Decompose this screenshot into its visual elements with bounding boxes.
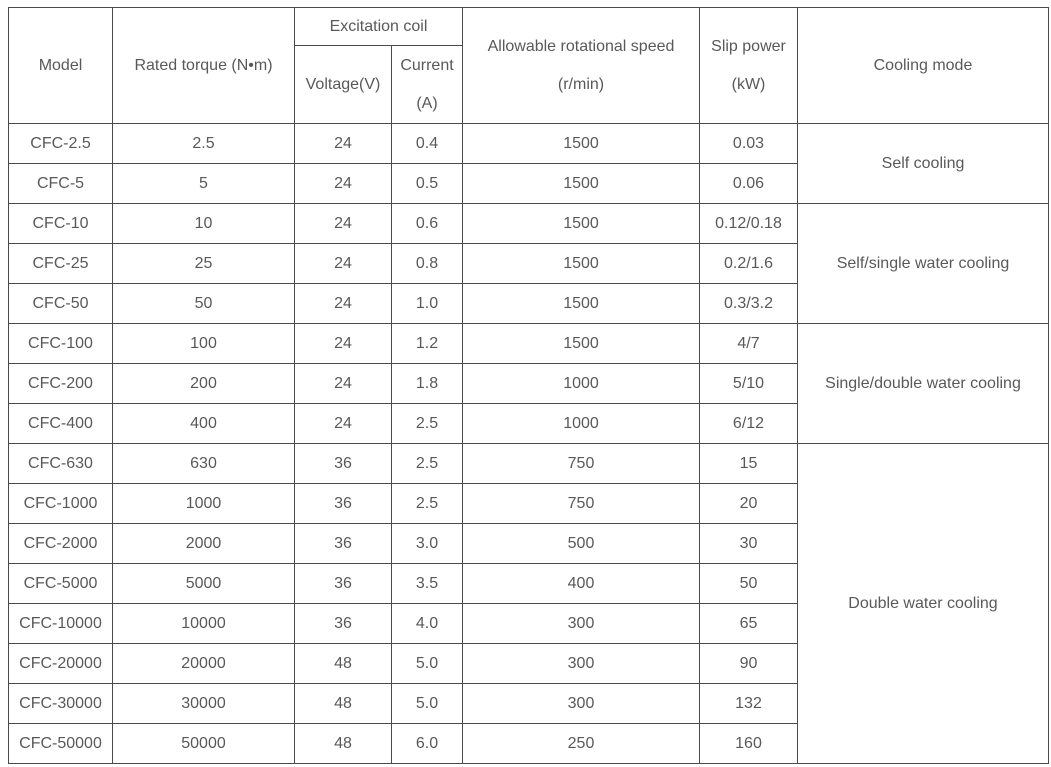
- current-cell: 1.8: [392, 364, 463, 404]
- rated-torque-cell: 1000: [113, 484, 295, 524]
- speed-cell: 400: [463, 564, 700, 604]
- slip-power-cell: 15: [700, 444, 798, 484]
- header-slip-power-line2: (kW): [731, 75, 766, 93]
- slip-power-cell: 132: [700, 684, 798, 724]
- current-cell: 0.5: [392, 164, 463, 204]
- voltage-cell: 24: [295, 204, 392, 244]
- model-cell: CFC-20000: [9, 644, 113, 684]
- model-cell: CFC-100: [9, 324, 113, 364]
- model-cell: CFC-5000: [9, 564, 113, 604]
- model-cell: CFC-2000: [9, 524, 113, 564]
- slip-power-cell: 4/7: [700, 324, 798, 364]
- slip-power-cell: 6/12: [700, 404, 798, 444]
- table-row: [9, 324, 1049, 364]
- voltage-cell: 48: [295, 724, 392, 764]
- current-cell: 4.0: [392, 604, 463, 644]
- voltage-cell: 48: [295, 684, 392, 724]
- model-cell: CFC-50000: [9, 724, 113, 764]
- model-cell: CFC-25: [9, 244, 113, 284]
- speed-cell: 300: [463, 684, 700, 724]
- rated-torque-cell: 5: [113, 164, 295, 204]
- table-row: [9, 444, 1049, 484]
- rated-torque-cell: 50: [113, 284, 295, 324]
- voltage-cell: 24: [295, 244, 392, 284]
- current-cell: 6.0: [392, 724, 463, 764]
- speed-cell: 300: [463, 604, 700, 644]
- header-current-line1: Current: [400, 56, 454, 74]
- rated-torque-cell: 10000: [113, 604, 295, 644]
- rated-torque-cell: 20000: [113, 644, 295, 684]
- model-cell: CFC-10000: [9, 604, 113, 644]
- rated-torque-cell: 400: [113, 404, 295, 444]
- header-excitation-coil: Excitation coil: [295, 8, 463, 46]
- speed-cell: 300: [463, 644, 700, 684]
- slip-power-cell: 20: [700, 484, 798, 524]
- voltage-cell: 36: [295, 524, 392, 564]
- header-rotational-speed-line1: Allowable rotational speed: [487, 37, 675, 55]
- current-cell: 2.5: [392, 444, 463, 484]
- current-cell: 0.6: [392, 204, 463, 244]
- slip-power-cell: 0.2/1.6: [700, 244, 798, 284]
- header-rated-torque: Rated torque (N•m): [113, 8, 295, 124]
- model-cell: CFC-1000: [9, 484, 113, 524]
- model-cell: CFC-200: [9, 364, 113, 404]
- slip-power-cell: 5/10: [700, 364, 798, 404]
- header-rotational-speed-line2: (r/min): [557, 75, 605, 93]
- model-cell: CFC-50: [9, 284, 113, 324]
- cooling-mode-cell: Self/single water cooling: [798, 204, 1049, 324]
- voltage-cell: 24: [295, 324, 392, 364]
- rated-torque-cell: 10: [113, 204, 295, 244]
- table-body: [9, 124, 1049, 764]
- header-voltage: Voltage(V): [295, 46, 392, 124]
- voltage-cell: 24: [295, 164, 392, 204]
- voltage-cell: 24: [295, 284, 392, 324]
- current-cell: 2.5: [392, 484, 463, 524]
- current-cell: 0.8: [392, 244, 463, 284]
- slip-power-cell: 30: [700, 524, 798, 564]
- table-row: [9, 204, 1049, 244]
- current-cell: 0.4: [392, 124, 463, 164]
- rated-torque-cell: 25: [113, 244, 295, 284]
- table-row: [9, 124, 1049, 164]
- slip-power-cell: 65: [700, 604, 798, 644]
- model-cell: CFC-30000: [9, 684, 113, 724]
- slip-power-cell: 90: [700, 644, 798, 684]
- header-rotational-speed: [463, 8, 700, 124]
- header-cooling-mode: Cooling mode: [798, 8, 1049, 124]
- slip-power-cell: 0.3/3.2: [700, 284, 798, 324]
- slip-power-cell: 50: [700, 564, 798, 604]
- current-cell: 5.0: [392, 684, 463, 724]
- voltage-cell: 24: [295, 124, 392, 164]
- cooling-mode-cell: Double water cooling: [798, 444, 1049, 764]
- speed-cell: 1500: [463, 164, 700, 204]
- voltage-cell: 48: [295, 644, 392, 684]
- rated-torque-cell: 630: [113, 444, 295, 484]
- speed-cell: 1500: [463, 284, 700, 324]
- rated-torque-cell: 100: [113, 324, 295, 364]
- current-cell: 3.5: [392, 564, 463, 604]
- current-cell: 3.0: [392, 524, 463, 564]
- rated-torque-cell: 2000: [113, 524, 295, 564]
- rated-torque-cell: 50000: [113, 724, 295, 764]
- speed-cell: 1500: [463, 204, 700, 244]
- slip-power-cell: 0.03: [700, 124, 798, 164]
- header-current: [392, 46, 463, 124]
- slip-power-cell: 0.12/0.18: [700, 204, 798, 244]
- rated-torque-cell: 2.5: [113, 124, 295, 164]
- model-cell: CFC-10: [9, 204, 113, 244]
- model-cell: CFC-630: [9, 444, 113, 484]
- current-cell: 1.2: [392, 324, 463, 364]
- speed-cell: 750: [463, 444, 700, 484]
- speed-cell: 1500: [463, 244, 700, 284]
- header-slip-power-line1: Slip power: [711, 37, 786, 55]
- speed-cell: 1500: [463, 324, 700, 364]
- model-cell: CFC-400: [9, 404, 113, 444]
- cooling-mode-cell: Single/double water cooling: [798, 324, 1049, 444]
- table-header: [9, 8, 1049, 124]
- current-cell: 5.0: [392, 644, 463, 684]
- voltage-cell: 36: [295, 604, 392, 644]
- voltage-cell: 24: [295, 364, 392, 404]
- voltage-cell: 36: [295, 564, 392, 604]
- current-cell: 2.5: [392, 404, 463, 444]
- voltage-cell: 24: [295, 404, 392, 444]
- rated-torque-cell: 5000: [113, 564, 295, 604]
- header-slip-power: [700, 8, 798, 124]
- speed-cell: 1000: [463, 364, 700, 404]
- model-cell: CFC-2.5: [9, 124, 113, 164]
- speed-cell: 500: [463, 524, 700, 564]
- rated-torque-cell: 200: [113, 364, 295, 404]
- header-model: Model: [9, 8, 113, 124]
- rated-torque-cell: 30000: [113, 684, 295, 724]
- voltage-cell: 36: [295, 484, 392, 524]
- voltage-cell: 36: [295, 444, 392, 484]
- speed-cell: 1500: [463, 124, 700, 164]
- model-cell: CFC-5: [9, 164, 113, 204]
- cooling-mode-cell: Self cooling: [798, 124, 1049, 204]
- speed-cell: 250: [463, 724, 700, 764]
- slip-power-cell: 0.06: [700, 164, 798, 204]
- header-current-line2: (A): [416, 94, 438, 112]
- specification-table: [8, 7, 1049, 764]
- current-cell: 1.0: [392, 284, 463, 324]
- speed-cell: 750: [463, 484, 700, 524]
- speed-cell: 1000: [463, 404, 700, 444]
- slip-power-cell: 160: [700, 724, 798, 764]
